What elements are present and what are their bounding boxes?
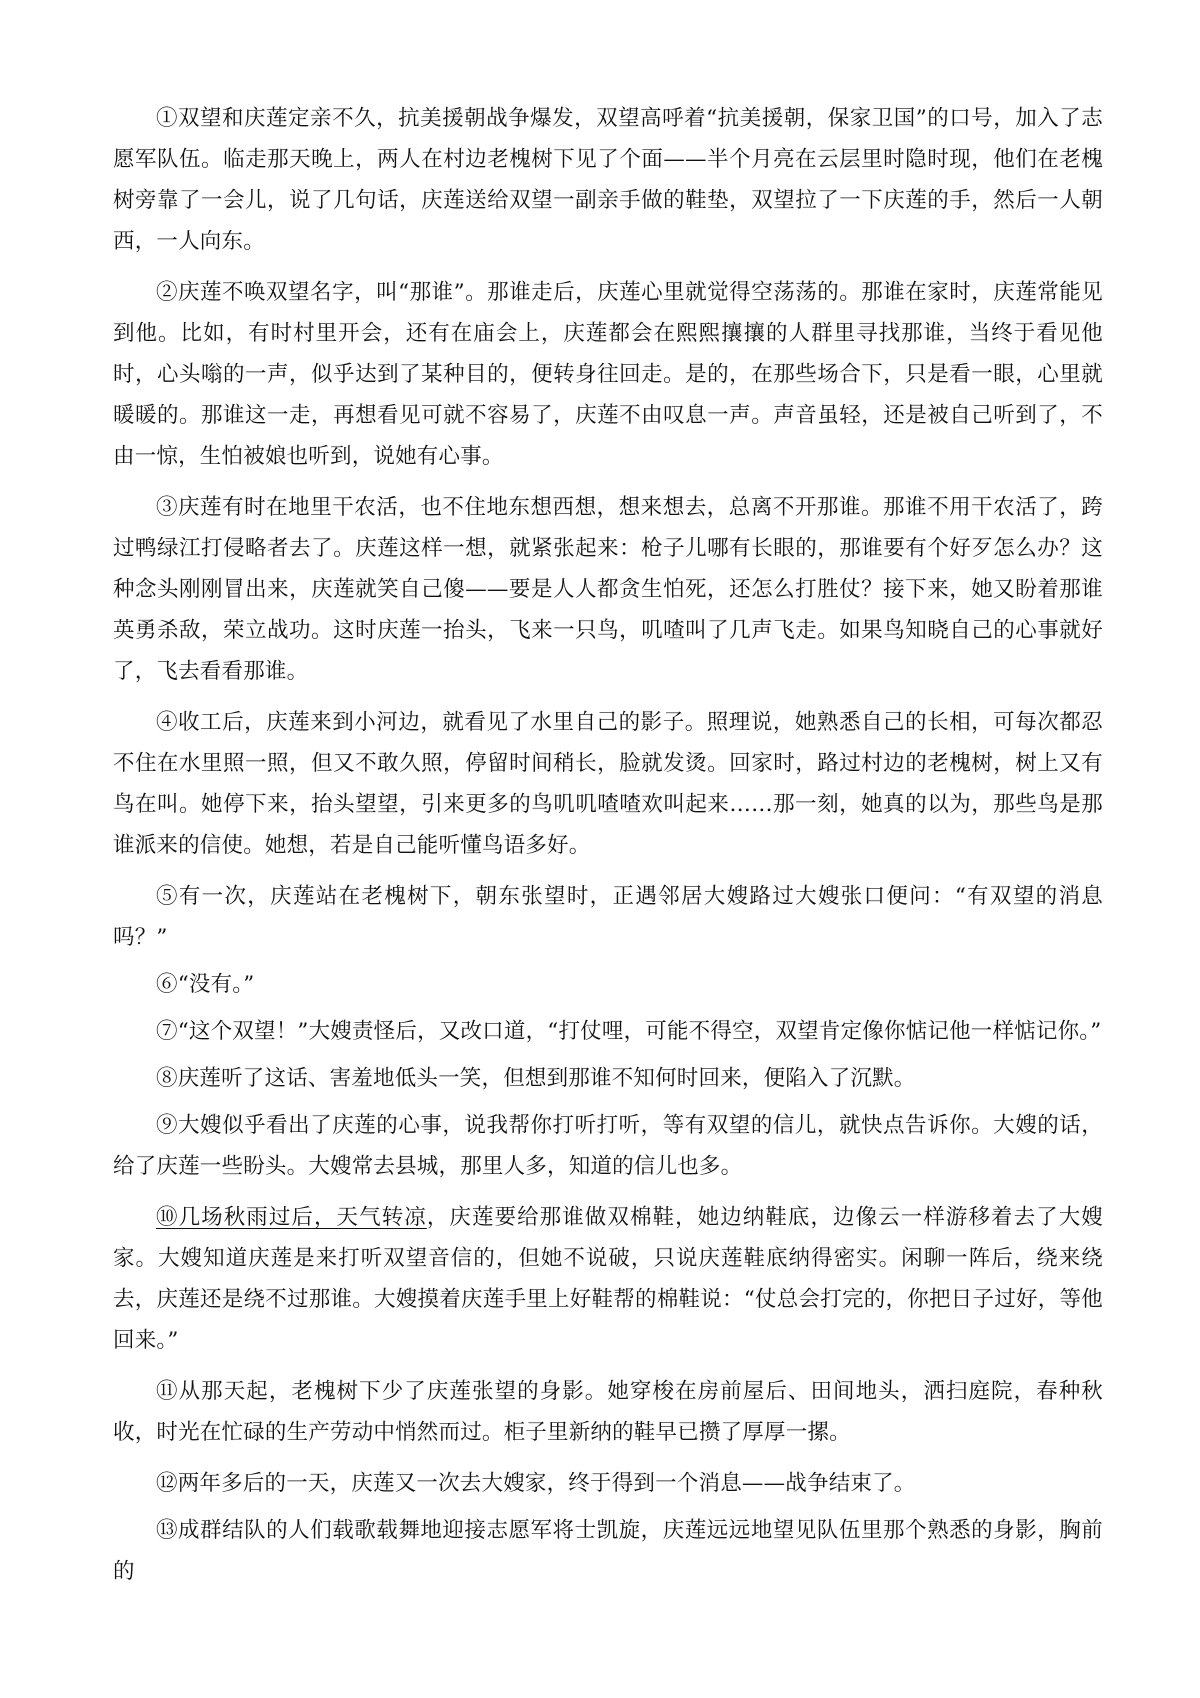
paragraph-9 xyxy=(113,1105,1103,1187)
paragraph-text: ，庆莲要给那谁做双棉鞋，她边纳鞋底，边像云一样游移着去了大嫂家。大嫂知道庆莲是来打听双望音信的，但她不说破，只说庆莲鞋底纳得密实。闲聊一阵后，绕来绕去，庆莲还是绕不过那谁。大嫂摸着庆莲手里上好鞋帮的棉鞋说：“仗总会打完的，你把日子过好，等他回来。” xyxy=(113,1205,1103,1353)
story-text xyxy=(113,98,1103,1602)
paragraph-8 xyxy=(113,1058,1103,1099)
paragraph-text: 庆莲有时在地里干农活，也不住地东想西想，想来想去，总离不开那谁。那谁不用干农活了，跨过鸭绿江打侵略者去了。庆莲这样一想，就紧张起来：枪子儿哪有长眼的，那谁要有个好歹怎么办？这种念头刚刚冒出来，庆莲就笑自己傻——要是人人都贪生怕死，还怎么打胜仗？接下来，她又盼着那谁英勇杀敌，荣立战功。这时庆莲一抬头，飞来一只鸟，叽喳叫了几声飞走。如果鸟知晓自己的心事就好了，飞去看看那谁。 xyxy=(113,495,1103,684)
paragraph-12 xyxy=(113,1463,1103,1504)
paragraph-number: ⑧ xyxy=(156,1066,178,1091)
paragraph-text: “没有。” xyxy=(177,972,255,997)
paragraph-13 xyxy=(113,1510,1103,1592)
paragraph-1 xyxy=(113,98,1103,262)
paragraph-10 xyxy=(113,1197,1103,1361)
paragraph-text: 两年多后的一天，庆莲又一次去大嫂家，终于得到一个消息——战争结束了。 xyxy=(177,1471,916,1496)
paragraph-text: 大嫂似乎看出了庆莲的心事，说我帮你打听打听，等有双望的信儿，就快点告诉你。大嫂的话，给了庆莲一些盼头。大嫂常去县城，那里人多，知道的信儿也多。 xyxy=(113,1113,1103,1179)
paragraph-number: ③ xyxy=(156,495,179,520)
paragraph-4 xyxy=(113,702,1103,866)
paragraph-6 xyxy=(113,964,1103,1005)
paragraph-number: ⑨ xyxy=(156,1113,179,1138)
paragraph-number: ④ xyxy=(156,710,179,735)
paragraph-7 xyxy=(113,1011,1103,1052)
paragraph-number: ⑤ xyxy=(156,884,179,909)
paragraph-text: 庆莲不唤双望名字，叫“那谁”。那谁走后，庆莲心里就觉得空荡荡的。那谁在家时，庆莲常能见到他。比如，有时村里开会，还有在庙会上，庆莲都会在熙熙攘攘的人群里寻找那谁，当终于看见他时，心头嗡的一声，似乎达到了某种目的，便转身往回走。是的，在那些场合下，只是看一眼，心里就暖暖的。那谁这一走，再想看见可就不容易了，庆莲不由叹息一声。声音虽轻，还是被自己听到了，不由一惊，生怕被娘也听到，说她有心事。 xyxy=(113,280,1103,469)
paragraph-text: 收工后，庆莲来到小河边，就看见了水里自己的影子。照理说，她熟悉自己的长相，可每次都忍不住在水里照一照，但又不敢久照，停留时间稍长，脸就发烫。回家时，路过村边的老槐树，树上又有鸟在叫。她停下来，抬头望望，引来更多的鸟叽叽喳喳欢叫起来……那一刻，她真的以为，那些鸟是那谁派来的信使。她想，若是自己能听懂鸟语多好。 xyxy=(113,710,1103,858)
paragraph-number: ⑫ xyxy=(156,1471,178,1496)
paragraph-2 xyxy=(113,272,1103,477)
paragraph-number: ② xyxy=(156,280,179,305)
paragraph-5 xyxy=(113,876,1103,958)
paragraph-number: ① xyxy=(156,106,179,131)
paragraph-11 xyxy=(113,1371,1103,1453)
paragraph-text: 成群结队的人们载歌载舞地迎接志愿军将士凯旋，庆莲远远地望见队伍里那个熟悉的身影，胸前的 xyxy=(113,1518,1103,1584)
paragraph-number: ⑦ xyxy=(156,1019,178,1044)
paragraph-3 xyxy=(113,487,1103,692)
paragraph-text: 双望和庆莲定亲不久，抗美援朝战争爆发，双望高呼着“抗美援朝，保家卫国”的口号，加入了志愿军队伍。临走那天晚上，两人在村边老槐树下见了个面——半个月亮在云层里时隐时现，他们在老槐树旁靠了一会儿，说了几句话，庆莲送给双望一副亲手做的鞋垫，双望拉了一下庆莲的手，然后一人朝西，一人向东。 xyxy=(113,106,1103,254)
paragraph-number: ⑬ xyxy=(156,1518,179,1543)
underlined-phrase: 几场秋雨过后，天气转凉 xyxy=(178,1205,427,1230)
paragraph-number: ⑥ xyxy=(156,972,178,997)
paragraph-text: 有一次，庆莲站在老槐树下，朝东张望时，正遇邻居大嫂路过大嫂张口便问：“有双望的消息吗？” xyxy=(113,884,1103,950)
paragraph-text: “这个双望！”大嫂责怪后，又改口道，“打仗哩，可能不得空，双望肯定像你惦记他一样惦记你。” xyxy=(177,1019,1102,1044)
paragraph-number: ⑪ xyxy=(156,1379,179,1404)
paragraph-text: 从那天起，老槐树下少了庆莲张望的身影。她穿梭在房前屋后、田间地头，洒扫庭院，春种秋收，时光在忙碌的生产劳动中悄然而过。柜子里新纳的鞋早已攒了厚厚一摞。 xyxy=(113,1379,1103,1445)
paragraph-text: 庆莲听了这话、害羞地低头一笑，但想到那谁不知何时回来，便陷入了沉默。 xyxy=(177,1066,916,1091)
paragraph-number: ⑩ xyxy=(156,1205,179,1230)
